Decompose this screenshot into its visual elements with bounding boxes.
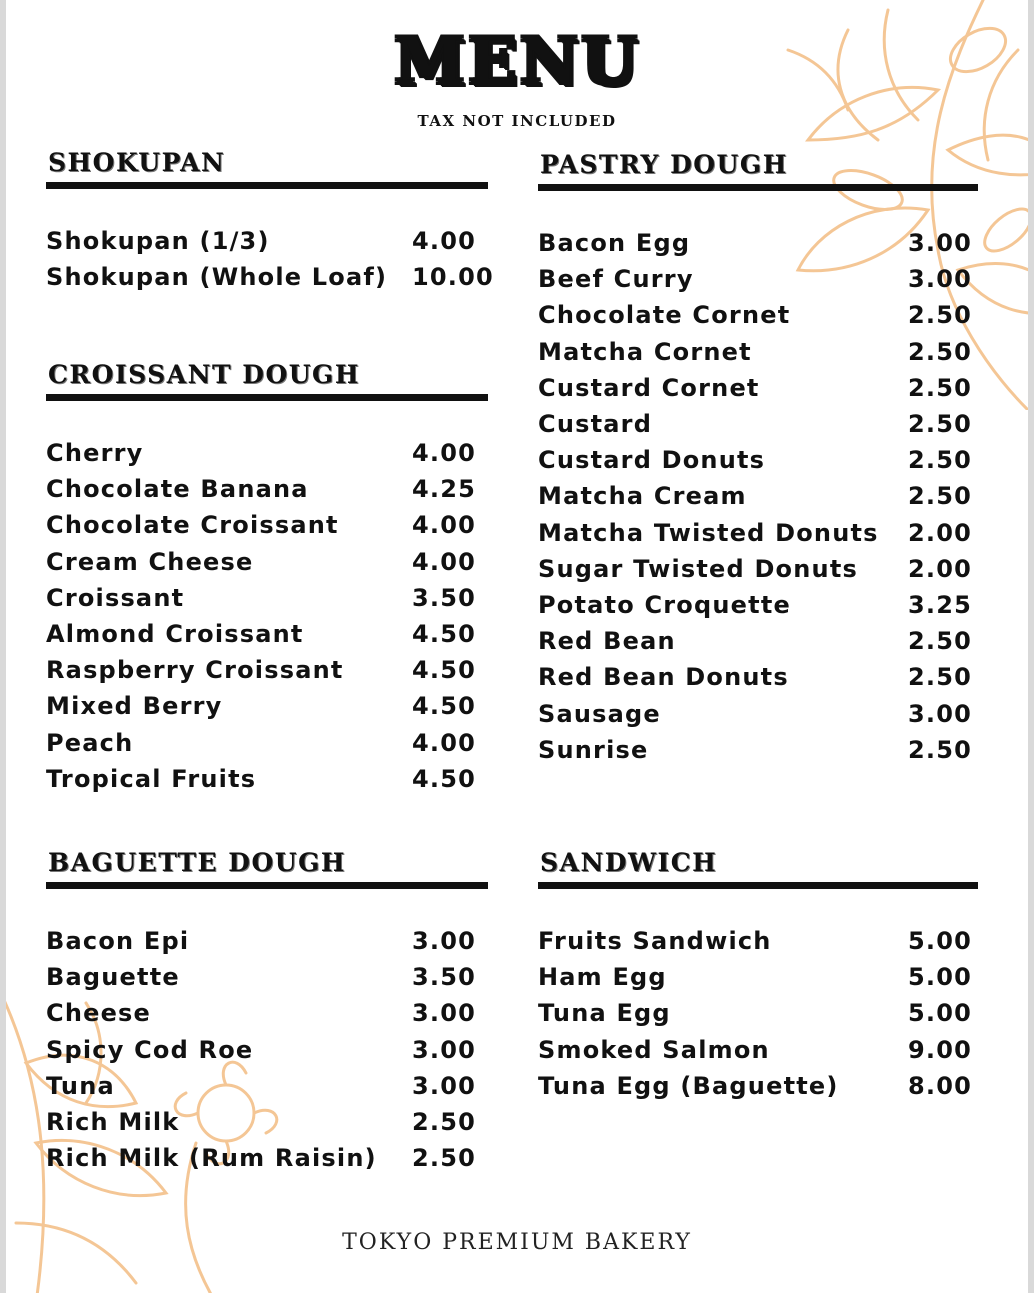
menu-item bbox=[46, 923, 488, 959]
menu-item bbox=[538, 959, 978, 995]
section-title: BAGUETTE DOUGH bbox=[48, 848, 347, 877]
item-name: Chocolate Banana bbox=[46, 475, 309, 504]
menu-item bbox=[46, 652, 488, 688]
section-divider bbox=[46, 394, 488, 401]
item-price: 2.50 bbox=[908, 663, 973, 692]
section-pastry-dough bbox=[538, 152, 978, 768]
menu-item bbox=[46, 725, 488, 761]
menu-item bbox=[538, 659, 978, 695]
item-name: Bacon Epi bbox=[46, 927, 190, 956]
item-price: 2.50 bbox=[908, 627, 973, 656]
menu-item bbox=[538, 406, 978, 442]
item-name: Red Bean bbox=[538, 627, 676, 656]
item-name: Shokupan (1/3) bbox=[46, 227, 270, 256]
item-price: 4.00 bbox=[412, 511, 477, 540]
item-price: 3.00 bbox=[412, 999, 477, 1028]
item-name: Custard bbox=[538, 410, 653, 439]
item-name: Almond Croissant bbox=[46, 620, 304, 649]
item-name: Bacon Egg bbox=[538, 229, 691, 258]
item-name: Croissant bbox=[46, 583, 185, 612]
item-name: Fruits Sandwich bbox=[538, 927, 772, 956]
menu-item bbox=[46, 507, 488, 543]
item-price: 2.50 bbox=[412, 1144, 477, 1173]
section-divider bbox=[538, 882, 978, 889]
item-price: 4.25 bbox=[412, 475, 477, 504]
item-price: 4.00 bbox=[412, 728, 477, 757]
item-price: 3.50 bbox=[412, 963, 477, 992]
menu-title: MENU bbox=[394, 24, 640, 99]
item-price: 10.00 bbox=[412, 263, 494, 292]
item-price: 3.00 bbox=[908, 699, 973, 728]
item-price: 3.25 bbox=[908, 590, 973, 619]
section-title: SHOKUPAN bbox=[48, 148, 226, 177]
menu-item bbox=[46, 1068, 488, 1104]
section-divider bbox=[46, 182, 488, 189]
item-price: 2.50 bbox=[908, 301, 973, 330]
section-croissant-dough bbox=[46, 362, 488, 797]
menu-item bbox=[538, 732, 978, 768]
item-name: Matcha Twisted Donuts bbox=[538, 518, 879, 547]
menu-item bbox=[46, 761, 488, 797]
item-name: Raspberry Croissant bbox=[46, 656, 344, 685]
item-price: 3.00 bbox=[908, 265, 973, 294]
item-price: 3.00 bbox=[412, 1035, 477, 1064]
item-name: Beef Curry bbox=[538, 265, 694, 294]
item-price: 4.50 bbox=[412, 764, 477, 793]
item-price: 8.00 bbox=[908, 1071, 973, 1100]
item-price: 3.50 bbox=[412, 583, 477, 612]
item-name: Chocolate Croissant bbox=[46, 511, 339, 540]
section-shokupan bbox=[46, 148, 494, 295]
item-price: 4.00 bbox=[412, 227, 477, 256]
menu-item bbox=[46, 223, 488, 259]
item-name: Tuna Egg bbox=[538, 999, 671, 1028]
menu-item bbox=[46, 1104, 488, 1140]
menu-item bbox=[538, 623, 978, 659]
item-name: Matcha Cornet bbox=[538, 337, 752, 366]
item-name: Rich Milk bbox=[46, 1108, 180, 1137]
item-name: Tuna bbox=[46, 1071, 115, 1100]
item-price: 5.00 bbox=[908, 999, 973, 1028]
item-price: 2.50 bbox=[908, 373, 973, 402]
item-price: 4.50 bbox=[412, 620, 477, 649]
menu-item bbox=[46, 1140, 488, 1176]
item-name: Peach bbox=[46, 728, 134, 757]
item-price: 2.00 bbox=[908, 554, 973, 583]
menu-item bbox=[538, 334, 978, 370]
item-name: Cheese bbox=[46, 999, 152, 1028]
menu-item bbox=[46, 544, 488, 580]
menu-item bbox=[538, 297, 978, 333]
item-name: Cherry bbox=[46, 439, 144, 468]
item-name: Spicy Cod Roe bbox=[46, 1035, 254, 1064]
item-name: Sausage bbox=[538, 699, 661, 728]
item-price: 2.50 bbox=[412, 1108, 477, 1137]
menu-item bbox=[538, 695, 978, 731]
section-divider bbox=[538, 184, 978, 191]
menu-item-list bbox=[46, 223, 494, 295]
item-name: Cream Cheese bbox=[46, 547, 254, 576]
item-name: Sugar Twisted Donuts bbox=[538, 554, 858, 583]
menu-item bbox=[538, 1032, 978, 1068]
menu-item bbox=[46, 959, 488, 995]
menu-item bbox=[46, 580, 488, 616]
item-name: Ham Egg bbox=[538, 963, 667, 992]
menu-item bbox=[538, 995, 978, 1031]
section-baguette-dough bbox=[46, 850, 488, 1176]
item-price: 5.00 bbox=[908, 963, 973, 992]
menu-item-list bbox=[538, 923, 978, 1104]
item-price: 2.00 bbox=[908, 518, 973, 547]
item-name: Mixed Berry bbox=[46, 692, 223, 721]
menu-page bbox=[6, 0, 1028, 1293]
item-price: 4.50 bbox=[412, 692, 477, 721]
menu-item bbox=[538, 515, 978, 551]
tax-note: TAX NOT INCLUDED bbox=[417, 112, 617, 130]
item-name: Shokupan (Whole Loaf) bbox=[46, 263, 388, 292]
menu-item bbox=[538, 225, 978, 261]
item-price: 2.50 bbox=[908, 735, 973, 764]
item-name: Red Bean Donuts bbox=[538, 663, 789, 692]
menu-item bbox=[538, 261, 978, 297]
menu-item bbox=[46, 435, 488, 471]
bakery-name: TOKYO PREMIUM BAKERY bbox=[342, 1230, 692, 1255]
menu-item bbox=[538, 442, 978, 478]
menu-item bbox=[538, 551, 978, 587]
item-name: Baguette bbox=[46, 963, 180, 992]
section-sandwich bbox=[538, 850, 978, 1104]
section-title: PASTRY DOUGH bbox=[540, 150, 788, 179]
item-name: Potato Croquette bbox=[538, 590, 791, 619]
item-price: 3.00 bbox=[412, 927, 477, 956]
menu-item bbox=[46, 1032, 488, 1068]
menu-item bbox=[46, 259, 494, 295]
menu-item bbox=[538, 370, 978, 406]
item-price: 4.50 bbox=[412, 656, 477, 685]
menu-item bbox=[46, 471, 488, 507]
item-price: 4.00 bbox=[412, 439, 477, 468]
item-name: Tuna Egg (Baguette) bbox=[538, 1071, 839, 1100]
item-price: 4.00 bbox=[412, 547, 477, 576]
item-name: Rich Milk (Rum Raisin) bbox=[46, 1144, 377, 1173]
menu-item bbox=[538, 923, 978, 959]
menu-item bbox=[46, 688, 488, 724]
section-title: CROISSANT DOUGH bbox=[48, 360, 360, 389]
item-name: Chocolate Cornet bbox=[538, 301, 791, 330]
menu-item bbox=[46, 995, 488, 1031]
item-name: Tropical Fruits bbox=[46, 764, 257, 793]
item-price: 9.00 bbox=[908, 1035, 973, 1064]
item-price: 2.50 bbox=[908, 446, 973, 475]
item-name: Custard Cornet bbox=[538, 373, 760, 402]
menu-item bbox=[538, 478, 978, 514]
item-price: 3.00 bbox=[908, 229, 973, 258]
item-price: 2.50 bbox=[908, 482, 973, 511]
item-price: 2.50 bbox=[908, 337, 973, 366]
section-divider bbox=[46, 882, 488, 889]
section-title: SANDWICH bbox=[540, 848, 718, 877]
menu-item-list bbox=[46, 435, 488, 797]
item-name: Matcha Cream bbox=[538, 482, 747, 511]
item-name: Custard Donuts bbox=[538, 446, 766, 475]
item-price: 5.00 bbox=[908, 927, 973, 956]
menu-item-list bbox=[538, 225, 978, 768]
item-name: Smoked Salmon bbox=[538, 1035, 770, 1064]
item-price: 3.00 bbox=[412, 1071, 477, 1100]
menu-item bbox=[46, 616, 488, 652]
item-price: 2.50 bbox=[908, 410, 973, 439]
item-name: Sunrise bbox=[538, 735, 649, 764]
menu-item-list bbox=[46, 923, 488, 1176]
menu-item bbox=[538, 1068, 978, 1104]
menu-item bbox=[538, 587, 978, 623]
